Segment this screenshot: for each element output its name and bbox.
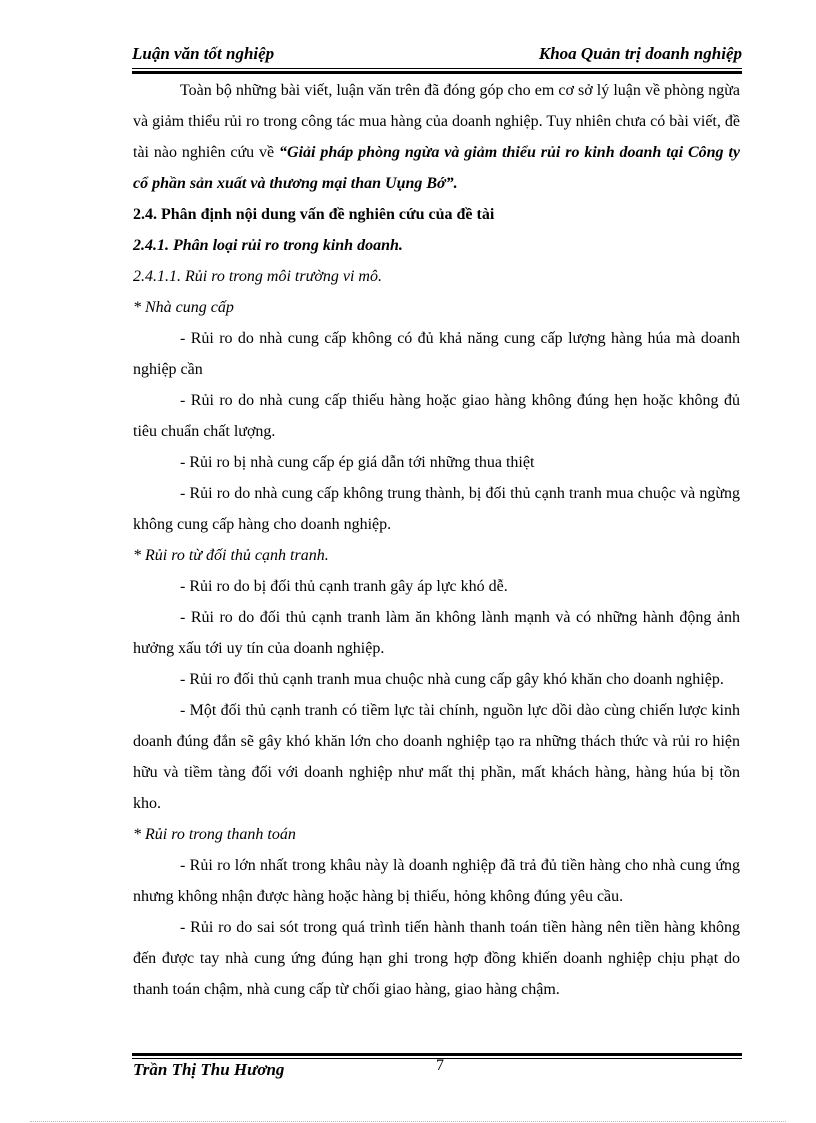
subheading-competitor: * Rủi ro từ đối thủ cạnh tranh.: [133, 547, 329, 564]
section-heading-2-4-1-1: 2.4.1.1. Rủi ro trong môi trường vi mô.: [133, 268, 382, 285]
competitor-item: - Rủi ro do bị đối thủ cạnh tranh gây áp lực khó dễ.: [180, 578, 508, 595]
supplier-item: - Rủi ro do nhà cung cấp không trung thành, bị đối thủ cạnh tranh mua chuộc và ngừng không cung cấp hàng cho doanh nghiệp.: [133, 485, 740, 533]
payment-item: - Rủi ro do sai sót trong quá trình tiến hành thanh toán tiền hàng nên tiền hàng không đến được tay nhà cung ứng đúng hạn ghi trong hợp đồng khiến doanh nghiệp chịu phạt do thanh toán chậm, nhà cung cấp từ chối giao hàng, giao hàng chậm.: [133, 919, 740, 998]
intro-text: Toàn bộ những bài viết, luận văn trên đã đóng góp cho em cơ sở lý luận về phòng ngừa và giảm thiểu rủi ro trong công tác mua hàng của doanh nghiệp. Tuy nhiên chưa có bài viết, đề tài nào nghiên cứu về: [133, 82, 740, 161]
page-bottom-dotted-border: [30, 1121, 786, 1122]
subheading-supplier: * Nhà cung cấp: [133, 299, 234, 316]
intro-paragraph: [133, 75, 740, 199]
competitor-item: - Một đối thủ cạnh tranh có tiềm lực tài chính, nguồn lực dồi dào cùng chiến lược kinh doanh đúng đắn sẽ gây khó khăn lớn cho doanh nghiệp tạo ra những thách thức và rủi ro hiện hữu và tiềm tàng đối với doanh nghiệp như mất thị phần, mất khách hàng, hàng húa bị tồn kho.: [133, 702, 740, 812]
subheading-payment: * Rủi ro trong thanh toán: [133, 826, 296, 843]
header-rule-thin: [132, 68, 742, 69]
page-header: [132, 40, 742, 66]
footer-rule-thick: [132, 1053, 742, 1056]
intro-emphasis: “Giải pháp phòng ngừa và giảm thiểu rủi ro kinh doanh tại Công ty cổ phần sản xuất và thương mại than Uụng Bớ”.: [133, 144, 741, 192]
footer-author: Trần Thị Thu Hương: [133, 1060, 285, 1079]
competitor-item: - Rủi ro do đối thủ cạnh tranh làm ăn không lành mạnh và có những hành động ảnh hưởng xấu tới uy tín của doanh nghiệp.: [133, 609, 740, 657]
competitor-item: - Rủi ro đối thủ cạnh tranh mua chuộc nhà cung cấp gây khó khăn cho doanh nghiệp.: [180, 671, 724, 688]
supplier-item: - Rủi ro do nhà cung cấp thiếu hàng hoặc giao hàng không đúng hẹn hoặc không đủ tiêu chuẩn chất lượng.: [133, 392, 740, 440]
document-body: [133, 75, 740, 1005]
supplier-item: - Rủi ro do nhà cung cấp không có đủ khả năng cung cấp lượng hàng húa mà doanh nghiệp cần: [133, 330, 740, 378]
section-heading-2-4: 2.4. Phân định nội dung vấn đề nghiên cứu của đề tài: [133, 206, 495, 223]
page-number: 7: [436, 1057, 444, 1074]
supplier-item: - Rủi ro bị nhà cung cấp ép giá dẫn tới những thua thiệt: [180, 454, 535, 471]
header-thesis-label: Luận văn tốt nghiệp: [132, 44, 275, 63]
payment-item: - Rủi ro lớn nhất trong khâu này là doanh nghiệp đã trả đủ tiền hàng cho nhà cung ứng nhưng không nhận được hàng hoặc hàng bị thiếu, hỏng không đúng yêu cầu.: [133, 857, 740, 905]
header-faculty-label: Khoa Quản trị doanh nghiệp: [538, 44, 742, 63]
section-heading-2-4-1: 2.4.1. Phân loại rủi ro trong kinh doanh.: [133, 237, 403, 254]
header-rule-thick: [132, 71, 742, 74]
